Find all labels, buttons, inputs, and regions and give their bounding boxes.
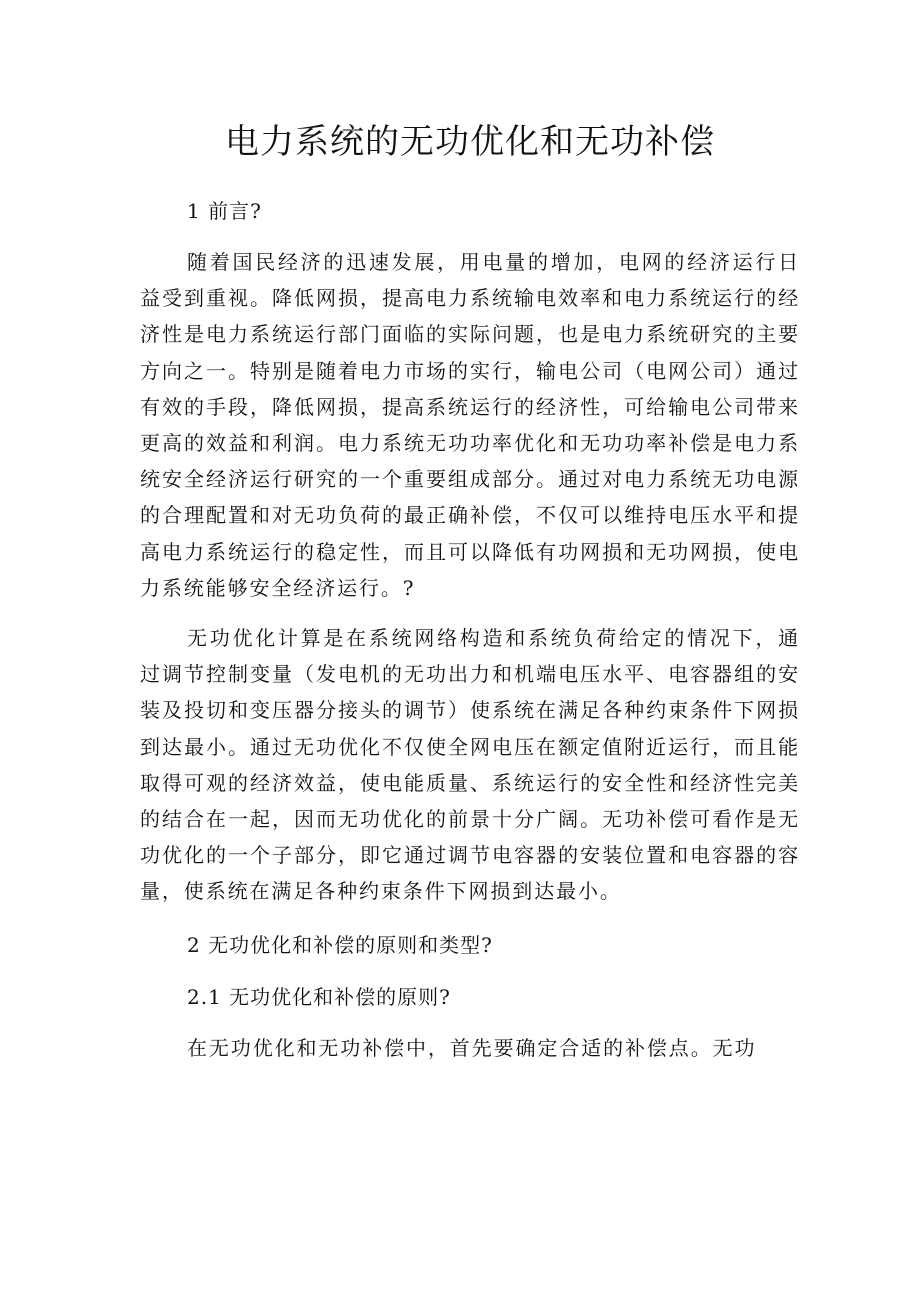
spacer [140,226,800,244]
spacer [140,910,800,930]
document-title: 电力系统的无功优化和无功补偿 [225,122,715,162]
body-paragraph: 随着国民经济的迅速发展，用电量的增加，电网的经济运行日益受到重视。降低网损，提高电力系统输电效率和电力系统运行的经济性是电力系统运行部门面临的实际问题，也是电力系统研究的主要方向之一。特别是随着电力市场的实行，输电公司（电网公司）通过有效的手段，降低网损，提高系统运行的经济性，可给输电公司带来更高的效益和利润。电力系统无功功率优化和无功功率补偿是电力系统安全经济运行研究的一个重要组成部分。通过对电力系统无功电源的合理配置和对无功负荷的最正确补偿，不仅可以维持电压水平和提高电力系统运行的稳定性，而且可以降低有功网损和无功网损，使电力系统能够安全经济运行。? [140,250,800,600]
section-heading-preface: 1 前言? [187,199,262,223]
spacer [140,960,800,982]
body-paragraph: 在无功优化和无功补偿中，首先要确定合适的补偿点。无功 [187,1035,757,1060]
body-paragraph: 无功优化计算是在系统网络构造和系统负荷给定的情况下，通过调节控制变量（发电机的无功出力和机端电压水平、电容器组的安装及投切和变压器分接头的调节）使系统在满足各种约束条件下网损到达最小。通过无功优化不仅使全网电压在额定值附近运行，而且能取得可观的经济效益，使电能质量、系统运行的安全性和经济性完美的结合在一起，因而无功优化的前景十分广阔。无功补偿可看作是无功优化的一个子部分，即它通过调节电容器的安装位置和电容器的容量，使系统在满足各种约束条件下网损到达最小。 [140,626,800,904]
spacer [140,606,800,620]
subsection-heading-principles: 2.1 无功优化和补偿的原则? [187,984,451,1009]
section-heading-principles-types: 2 无功优化和补偿的原则和类型? [187,932,493,957]
spacer [140,1012,800,1030]
